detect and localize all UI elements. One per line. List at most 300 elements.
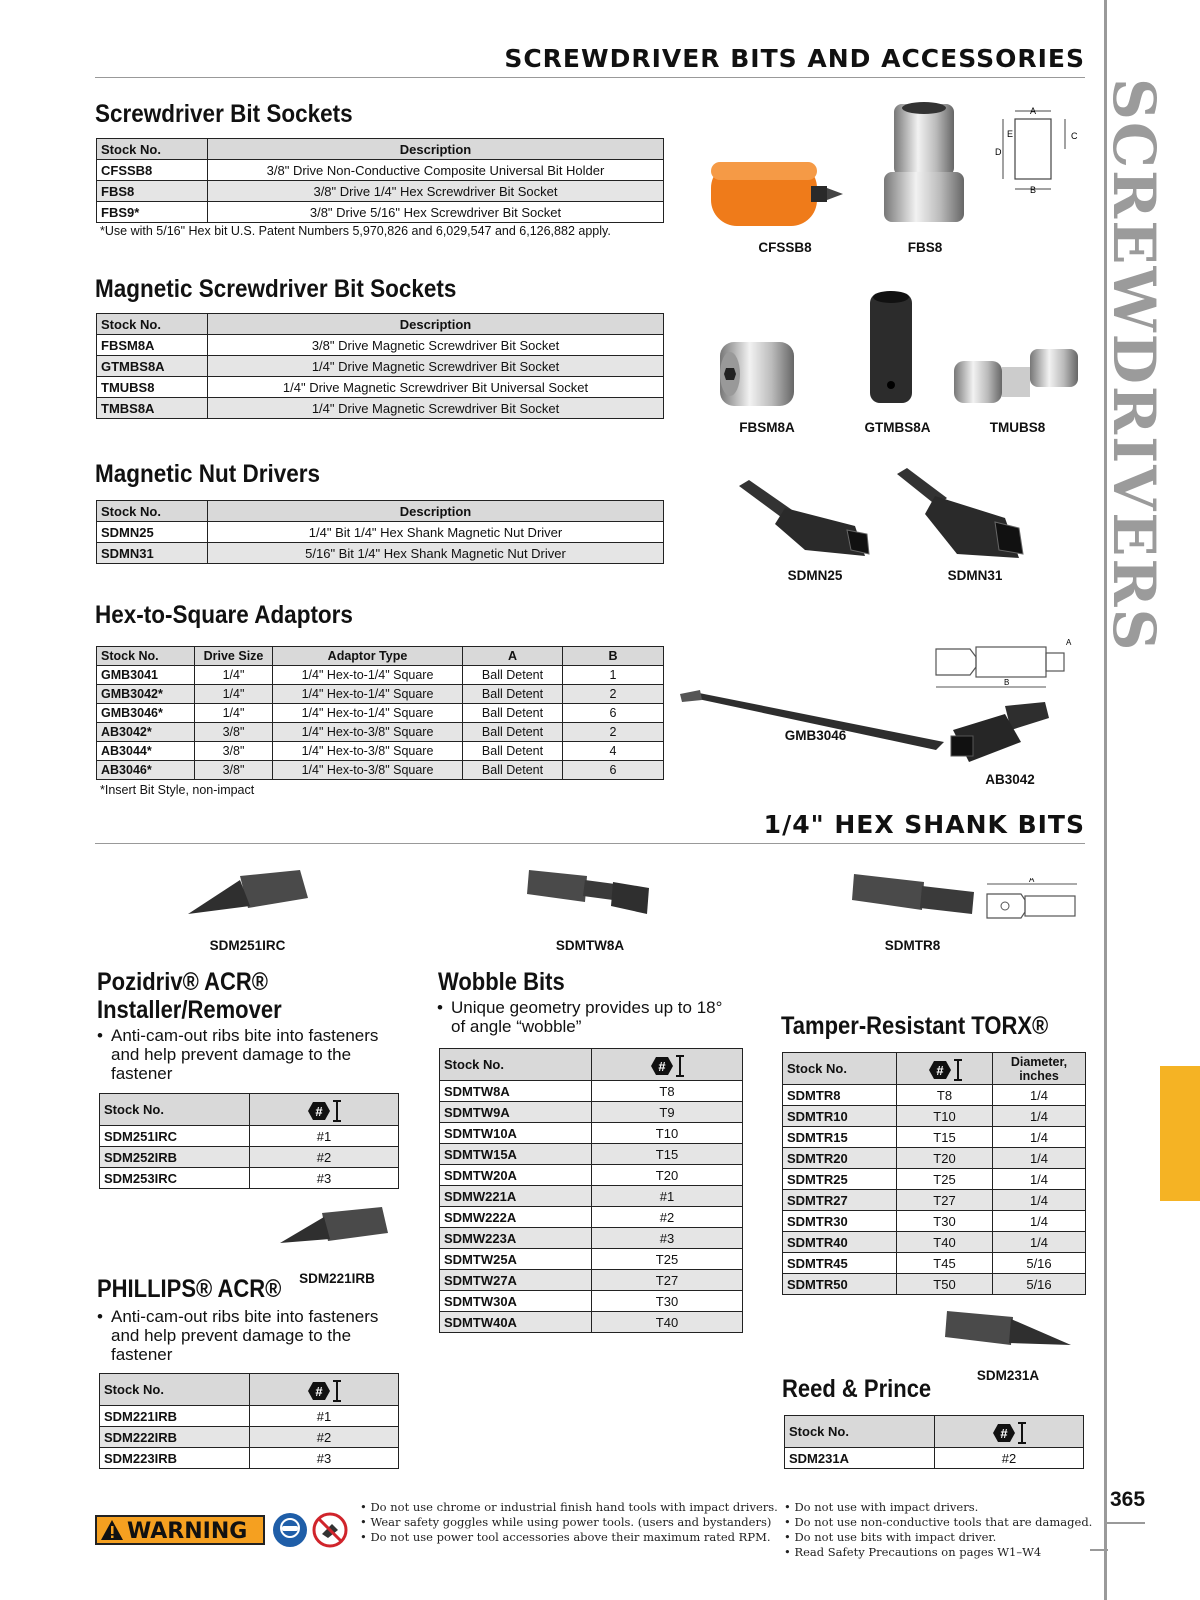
stock-number-cell: SDMTR25 (783, 1169, 897, 1190)
table-row (440, 1102, 743, 1123)
value-cell: 1/4 (993, 1085, 1086, 1106)
table-row (783, 1211, 1086, 1232)
bit-neck (583, 880, 615, 900)
stock-number-cell: TMUBS8 (97, 377, 208, 398)
value-cell: Ball Detent (463, 704, 563, 723)
tmubs8-photo (950, 345, 1085, 415)
torx-title: Tamper-Resistant TORX® (781, 1012, 1049, 1040)
value-cell: T40 (592, 1312, 743, 1333)
stock-number-cell: SDMTR10 (783, 1106, 897, 1127)
caption-cfssb8: CFSSB8 (758, 240, 812, 255)
ab3042-photo (945, 700, 1055, 780)
torx-body (783, 1085, 1086, 1295)
point-size-icon (925, 1058, 965, 1080)
holder-bit-shank (811, 186, 827, 202)
value-cell: 4 (563, 742, 664, 761)
table-row (97, 704, 664, 723)
adaptors-table (96, 646, 664, 780)
warning-item-text: Do not use with impact drivers. (794, 1500, 979, 1514)
table-row (97, 723, 664, 742)
value-cell: T27 (897, 1190, 993, 1211)
caption-fbs8: FBS8 (907, 240, 943, 255)
col-header: Stock No. (97, 501, 208, 522)
value-cell: 1/4 (993, 1127, 1086, 1148)
pozidriv-bullet-text: Anti-cam-out ribs bite into fasteners and help prevent damage to the fastener (111, 1026, 379, 1083)
caption-gtmbs8a: GTMBS8A (864, 420, 931, 435)
value-cell: 1/4" Hex-to-1/4" Square (273, 685, 463, 704)
col-header-size (592, 1049, 743, 1081)
col-header-size (897, 1053, 993, 1085)
sdmn31-photo (895, 468, 1035, 568)
phillips-table (99, 1373, 399, 1469)
value-cell: T45 (897, 1253, 993, 1274)
table-row (97, 543, 664, 564)
fbsm8a-photo (712, 330, 802, 420)
col-header: Adaptor Type (273, 647, 463, 666)
value-cell: 1/4 (993, 1148, 1086, 1169)
warning-item-text: Do not use power tool accessories above their maximum rated RPM. (370, 1530, 771, 1544)
sdmn25-photo (735, 478, 895, 568)
torx-bit-diagram (985, 878, 1085, 923)
universal-joint (1002, 367, 1030, 397)
exclamation-dot (111, 1536, 114, 1539)
bullet-dot: • (360, 1515, 371, 1529)
stock-number-cell: AB3044* (97, 742, 195, 761)
point-size-icon (304, 1099, 344, 1121)
value-cell: 1/4 (993, 1211, 1086, 1232)
value-cell: Ball Detent (463, 723, 563, 742)
stock-number-cell: GTMBS8A (97, 356, 208, 377)
bullet-dot: • (784, 1500, 795, 1514)
bit-tip (611, 882, 649, 914)
value-cell: 3/8" Drive 5/16" Hex Screwdriver Bit Socket (208, 202, 664, 223)
warning-triangle-icon (100, 1519, 124, 1541)
table-row (97, 761, 664, 780)
stock-number-cell: GMB3041 (97, 666, 195, 685)
caption-sdm221irb: SDM221IRB (299, 1271, 375, 1286)
table-row (783, 1127, 1086, 1148)
value-cell: 1/4" Drive Magnetic Screwdriver Bit Socket (208, 398, 664, 419)
value-cell: 1/4 (993, 1169, 1086, 1190)
sdm221irb-photo (278, 1205, 393, 1265)
side-title (1100, 78, 1168, 718)
hash-glyph: # (658, 1058, 666, 1074)
torx-table (782, 1052, 1086, 1295)
page-number: 365 (1110, 1488, 1146, 1511)
side-title-text: SCREWDRIVERS (1100, 78, 1168, 653)
value-cell: 1 (563, 666, 664, 685)
bullet-dot: • (784, 1545, 795, 1559)
table-row (440, 1081, 743, 1102)
holder-highlight (711, 162, 817, 180)
col-header: Stock No. (97, 647, 195, 666)
bullet-dot: • (784, 1530, 795, 1544)
col-header: B (563, 647, 664, 666)
adaptors-body (97, 666, 664, 780)
value-cell: 1/4" Hex-to-3/8" Square (273, 723, 463, 742)
value-cell: #3 (592, 1228, 743, 1249)
phillips-title: PHILLIPS® ACR® (97, 1275, 282, 1303)
warning-item (784, 1500, 1094, 1515)
value-cell: 1/4" Hex-to-3/8" Square (273, 761, 463, 780)
value-cell: 1/4 (993, 1106, 1086, 1127)
table-row (783, 1148, 1086, 1169)
holder-bit-tip (827, 188, 843, 200)
caption-fbsm8a: FBSM8A (739, 420, 795, 435)
value-cell: 3/8" (195, 761, 273, 780)
diagram-hex (936, 649, 976, 675)
section-tab (1160, 1066, 1200, 1201)
stock-number-cell: FBS9* (97, 202, 208, 223)
socket-upper (894, 104, 954, 176)
sdmtw8a-photo (525, 866, 655, 926)
value-cell: 6 (563, 704, 664, 723)
gmb3046-photo (680, 690, 950, 755)
value-cell: 2 (563, 685, 664, 704)
socket-opening (902, 102, 946, 114)
table-row (97, 685, 664, 704)
pozidriv-table (99, 1093, 399, 1189)
value-cell: 3/8" Drive Non-Conductive Composite Universal Bit Holder (208, 160, 664, 181)
universal-drive (1030, 349, 1078, 387)
page-header (95, 44, 1085, 78)
value-cell: #2 (250, 1147, 399, 1168)
stock-number-cell: AB3046* (97, 761, 195, 780)
value-cell: 2 (563, 723, 664, 742)
stock-number-cell: SDM222IRB (100, 1427, 250, 1448)
table-row (783, 1085, 1086, 1106)
point-size-icon (304, 1379, 344, 1401)
value-cell: 1/4" (195, 704, 273, 723)
pozidriv-title-line2: Installer/Remover (97, 996, 282, 1024)
col-header: Stock No. (97, 139, 208, 160)
diagram-body (976, 647, 1046, 677)
value-cell: #2 (592, 1207, 743, 1228)
extension-hex-end (680, 690, 702, 702)
value-cell: Ball Detent (463, 666, 563, 685)
dim-label-e: E (1007, 129, 1014, 139)
page-number-rule (1107, 1522, 1145, 1524)
value-cell: T10 (897, 1106, 993, 1127)
table-row (97, 742, 664, 761)
point-size-icon (989, 1421, 1029, 1443)
diagram-square (1046, 653, 1064, 671)
value-cell: Ball Detent (463, 742, 563, 761)
value-cell: T10 (592, 1123, 743, 1144)
stock-number-cell: SDM223IRB (100, 1448, 250, 1469)
table-row (440, 1186, 743, 1207)
value-cell: T30 (592, 1291, 743, 1312)
bullet-dot: • (437, 998, 443, 1017)
diagram-outline (1015, 119, 1051, 179)
socket-lower (884, 172, 964, 222)
dim-label-a: A (1066, 638, 1072, 647)
value-cell: T8 (592, 1081, 743, 1102)
wobble-title: Wobble Bits (438, 968, 565, 996)
hash-glyph: # (935, 1062, 944, 1078)
stock-number-cell: SDMTW10A (440, 1123, 592, 1144)
table-row (783, 1190, 1086, 1211)
table-row (100, 1427, 399, 1448)
value-cell: #1 (250, 1126, 399, 1147)
bit-sockets-note: *Use with 5/16" Hex bit U.S. Patent Numbers 5,970,826 and 6,029,547 and 6,126,882 apply. (100, 224, 611, 238)
warning-item (360, 1530, 790, 1545)
dim-label-a: A (1029, 106, 1037, 116)
diagram-hex (987, 894, 1025, 918)
value-cell: 3/8" (195, 742, 273, 761)
stock-number-cell: SDMTR8 (783, 1085, 897, 1106)
table-row (440, 1270, 743, 1291)
col-header: Description (208, 501, 664, 522)
value-cell: 1/4" Drive Magnetic Screwdriver Bit Universal Socket (208, 377, 664, 398)
dim-label-b: B (1029, 185, 1037, 195)
value-cell: 1/4" Hex-to-1/4" Square (273, 704, 463, 723)
sdm231a-photo (945, 1305, 1075, 1365)
caption-tmubs8: TMUBS8 (989, 420, 1046, 435)
stock-number-cell: CFSSB8 (97, 160, 208, 181)
warning-item-text: Read Safety Precautions on pages W1–W4 (794, 1545, 1042, 1559)
wobble-body (440, 1081, 743, 1333)
bit-sockets-body (97, 160, 664, 223)
table-row (97, 377, 664, 398)
stock-number-cell: SDMTW9A (440, 1102, 592, 1123)
bullet-dot: • (97, 1026, 103, 1045)
hash-hex-glyph (647, 1054, 687, 1078)
fbs8-photo (880, 100, 970, 230)
stock-number-cell: SDM252IRB (100, 1147, 250, 1168)
stock-number-cell: SDMW221A (440, 1186, 592, 1207)
table-row (783, 1253, 1086, 1274)
hash-hex-glyph (989, 1421, 1029, 1445)
table-row (783, 1106, 1086, 1127)
stock-number-cell: SDMW223A (440, 1228, 592, 1249)
phillips-body (100, 1406, 399, 1469)
dim-label-d: D (995, 147, 1002, 157)
hash-hex-glyph (304, 1379, 344, 1403)
value-cell: #2 (250, 1427, 399, 1448)
value-cell: T30 (897, 1211, 993, 1232)
hex-shank-header (95, 810, 1085, 844)
value-cell: T27 (592, 1270, 743, 1291)
value-cell: T40 (897, 1232, 993, 1253)
hash-glyph: # (315, 1383, 323, 1399)
stock-number-cell: SDMTW25A (440, 1249, 592, 1270)
stock-number-cell: SDMN31 (97, 543, 208, 564)
bullet-dot: • (360, 1530, 371, 1544)
value-cell: T20 (897, 1148, 993, 1169)
table-row (100, 1406, 399, 1427)
adaptor-diagram (930, 633, 1080, 693)
caption-sdmn25: SDMN25 (787, 568, 843, 583)
reed-prince-title: Reed & Prince (782, 1375, 932, 1403)
warning-list-1 (360, 1500, 790, 1545)
warning-item (784, 1515, 1094, 1530)
cfssb8-photo (705, 152, 850, 242)
warning-label (95, 1515, 265, 1545)
exclamation-bar (111, 1526, 114, 1534)
hex-shank-title: 1/4" HEX SHANK BITS (763, 810, 1085, 839)
nut-drivers-title: Magnetic Nut Drivers (95, 460, 321, 488)
dim-label-a: A (1029, 878, 1035, 884)
stock-number-cell: SDMW222A (440, 1207, 592, 1228)
col-header: Stock No. (97, 314, 208, 335)
hash-glyph: # (1000, 1425, 1008, 1441)
value-cell: #1 (592, 1186, 743, 1207)
caption-gmb3046: GMB3046 (784, 728, 847, 743)
no-impact-driver-icon (312, 1512, 348, 1548)
table-row (440, 1165, 743, 1186)
hash-glyph: # (315, 1103, 323, 1119)
stock-number-cell: TMBS8A (97, 398, 208, 419)
value-cell: T9 (592, 1102, 743, 1123)
table-row (97, 202, 664, 223)
sdm251irc-photo (180, 870, 310, 930)
value-cell: 3/8" Drive 1/4" Hex Screwdriver Bit Socket (208, 181, 664, 202)
bit-tip (188, 880, 250, 914)
caption-sdmn31: SDMN31 (947, 568, 1003, 583)
stock-number-cell: SDMTW15A (440, 1144, 592, 1165)
warning-item (784, 1530, 1094, 1545)
value-cell: #1 (250, 1406, 399, 1427)
bullet-dot: • (360, 1500, 371, 1514)
bit-tip (1009, 1319, 1071, 1345)
phillips-bullet-text: Anti-cam-out ribs bite into fasteners and help prevent damage to the fastener (111, 1307, 379, 1364)
col-header: Description (208, 314, 664, 335)
bit-socket-diagram (995, 105, 1085, 195)
table-row (440, 1228, 743, 1249)
value-cell: #3 (250, 1168, 399, 1189)
stock-number-cell: SDMTW20A (440, 1165, 592, 1186)
socket-opening (873, 291, 909, 303)
pozidriv-title (97, 968, 282, 1024)
stock-number-cell: FBSM8A (97, 335, 208, 356)
adaptors-note: *Insert Bit Style, non-impact (100, 783, 255, 797)
bit-sockets-table (96, 138, 664, 223)
caption-sdmtw8a: SDMTW8A (555, 938, 625, 953)
table-row (440, 1291, 743, 1312)
value-cell: 5/16 (993, 1253, 1086, 1274)
table-row (97, 335, 664, 356)
col-header: Stock No. (440, 1049, 592, 1081)
socket-hex (724, 368, 736, 380)
socket-pin-hole (887, 381, 895, 389)
value-cell: 1/4" (195, 666, 273, 685)
phillips-bullet (97, 1307, 407, 1364)
wobble-bullet-text: Unique geometry provides up to 18° of angle “wobble” (451, 998, 723, 1036)
table-row (783, 1169, 1086, 1190)
col-header: Description (208, 139, 664, 160)
goggles-required-icon (272, 1512, 308, 1548)
col-header-size (250, 1374, 399, 1406)
value-cell: T15 (897, 1127, 993, 1148)
stock-number-cell: SDMTR45 (783, 1253, 897, 1274)
warning-item-text: Do not use bits with impact driver. (794, 1530, 997, 1544)
table-row (440, 1249, 743, 1270)
bit-tip (280, 1217, 330, 1243)
dim-label-b: B (1004, 678, 1010, 687)
stock-number-cell: GMB3046* (97, 704, 195, 723)
table-row (97, 356, 664, 377)
value-cell: 1/4 (993, 1232, 1086, 1253)
value-cell: 1/4" Hex-to-1/4" Square (273, 666, 463, 685)
value-cell: #2 (935, 1448, 1084, 1469)
table-row (97, 666, 664, 685)
warning-item-text: Wear safety goggles while using power tools. (users and bystanders) (370, 1515, 772, 1529)
bit-hex-shank (852, 874, 924, 910)
value-cell: 1/4" (195, 685, 273, 704)
table-row (440, 1207, 743, 1228)
bullet-dot: • (97, 1307, 103, 1326)
nut-drivers-table (96, 500, 664, 564)
value-cell: T25 (897, 1169, 993, 1190)
table-row (97, 522, 664, 543)
value-cell: 3/8" (195, 723, 273, 742)
col-header: Drive Size (195, 647, 273, 666)
adaptors-title: Hex-to-Square Adaptors (95, 601, 353, 629)
stock-number-cell: SDMTR50 (783, 1274, 897, 1295)
stock-number-cell: SDM253IRC (100, 1168, 250, 1189)
stock-number-cell: SDMTR15 (783, 1127, 897, 1148)
warning-item-text: Do not use non-conductive tools that are damaged. (794, 1515, 1093, 1529)
bit-sockets-title: Screwdriver Bit Sockets (95, 100, 353, 128)
table-row (100, 1448, 399, 1469)
col-header-size (935, 1416, 1084, 1448)
table-row (100, 1168, 399, 1189)
caption-sdmtr8: SDMTR8 (884, 938, 941, 953)
caption-sdm251irc: SDM251IRC (209, 938, 286, 953)
magnetic-sockets-body (97, 335, 664, 419)
warning-item (360, 1500, 790, 1515)
table-row (97, 181, 664, 202)
bit-hex-shank (527, 870, 587, 902)
bit-hex-shank (322, 1207, 388, 1241)
value-cell: #3 (250, 1448, 399, 1469)
stock-number-cell: SDMTW30A (440, 1291, 592, 1312)
table-row (440, 1144, 743, 1165)
value-cell: 1/4" Drive Magnetic Screwdriver Bit Socket (208, 356, 664, 377)
gtmbs8a-photo (862, 285, 922, 410)
table-row (440, 1312, 743, 1333)
table-row (97, 160, 664, 181)
caption-sdm231a: SDM231A (976, 1368, 1040, 1383)
value-cell: T15 (592, 1144, 743, 1165)
stock-number-cell: SDM221IRB (100, 1406, 250, 1427)
adaptor-square-drive (951, 736, 973, 756)
magnetic-sockets-table (96, 313, 664, 419)
value-cell: T25 (592, 1249, 743, 1270)
wobble-table (439, 1048, 743, 1333)
bit-tip (920, 886, 974, 914)
col-header: Stock No. (100, 1094, 250, 1126)
stock-number-cell: GMB3042* (97, 685, 195, 704)
col-header-size (250, 1094, 399, 1126)
hash-hex-glyph (304, 1099, 344, 1123)
col-header: Stock No. (100, 1374, 250, 1406)
value-cell: Ball Detent (463, 685, 563, 704)
warning-item (784, 1545, 1094, 1560)
stock-number-cell: SDMN25 (97, 522, 208, 543)
value-cell: 5/16" Bit 1/4" Hex Shank Magnetic Nut Driver (208, 543, 664, 564)
value-cell: T20 (592, 1165, 743, 1186)
stock-number-cell: SDM251IRC (100, 1126, 250, 1147)
sdmtr8-photo (850, 870, 980, 930)
magnetic-sockets-title: Magnetic Screwdriver Bit Sockets (95, 275, 457, 303)
value-cell: 5/16 (993, 1274, 1086, 1295)
hash-hex-glyph (925, 1058, 965, 1082)
col-header: Diameter, inches (993, 1053, 1086, 1085)
value-cell: 1/4 (993, 1190, 1086, 1211)
diagram-detent (1001, 902, 1009, 910)
